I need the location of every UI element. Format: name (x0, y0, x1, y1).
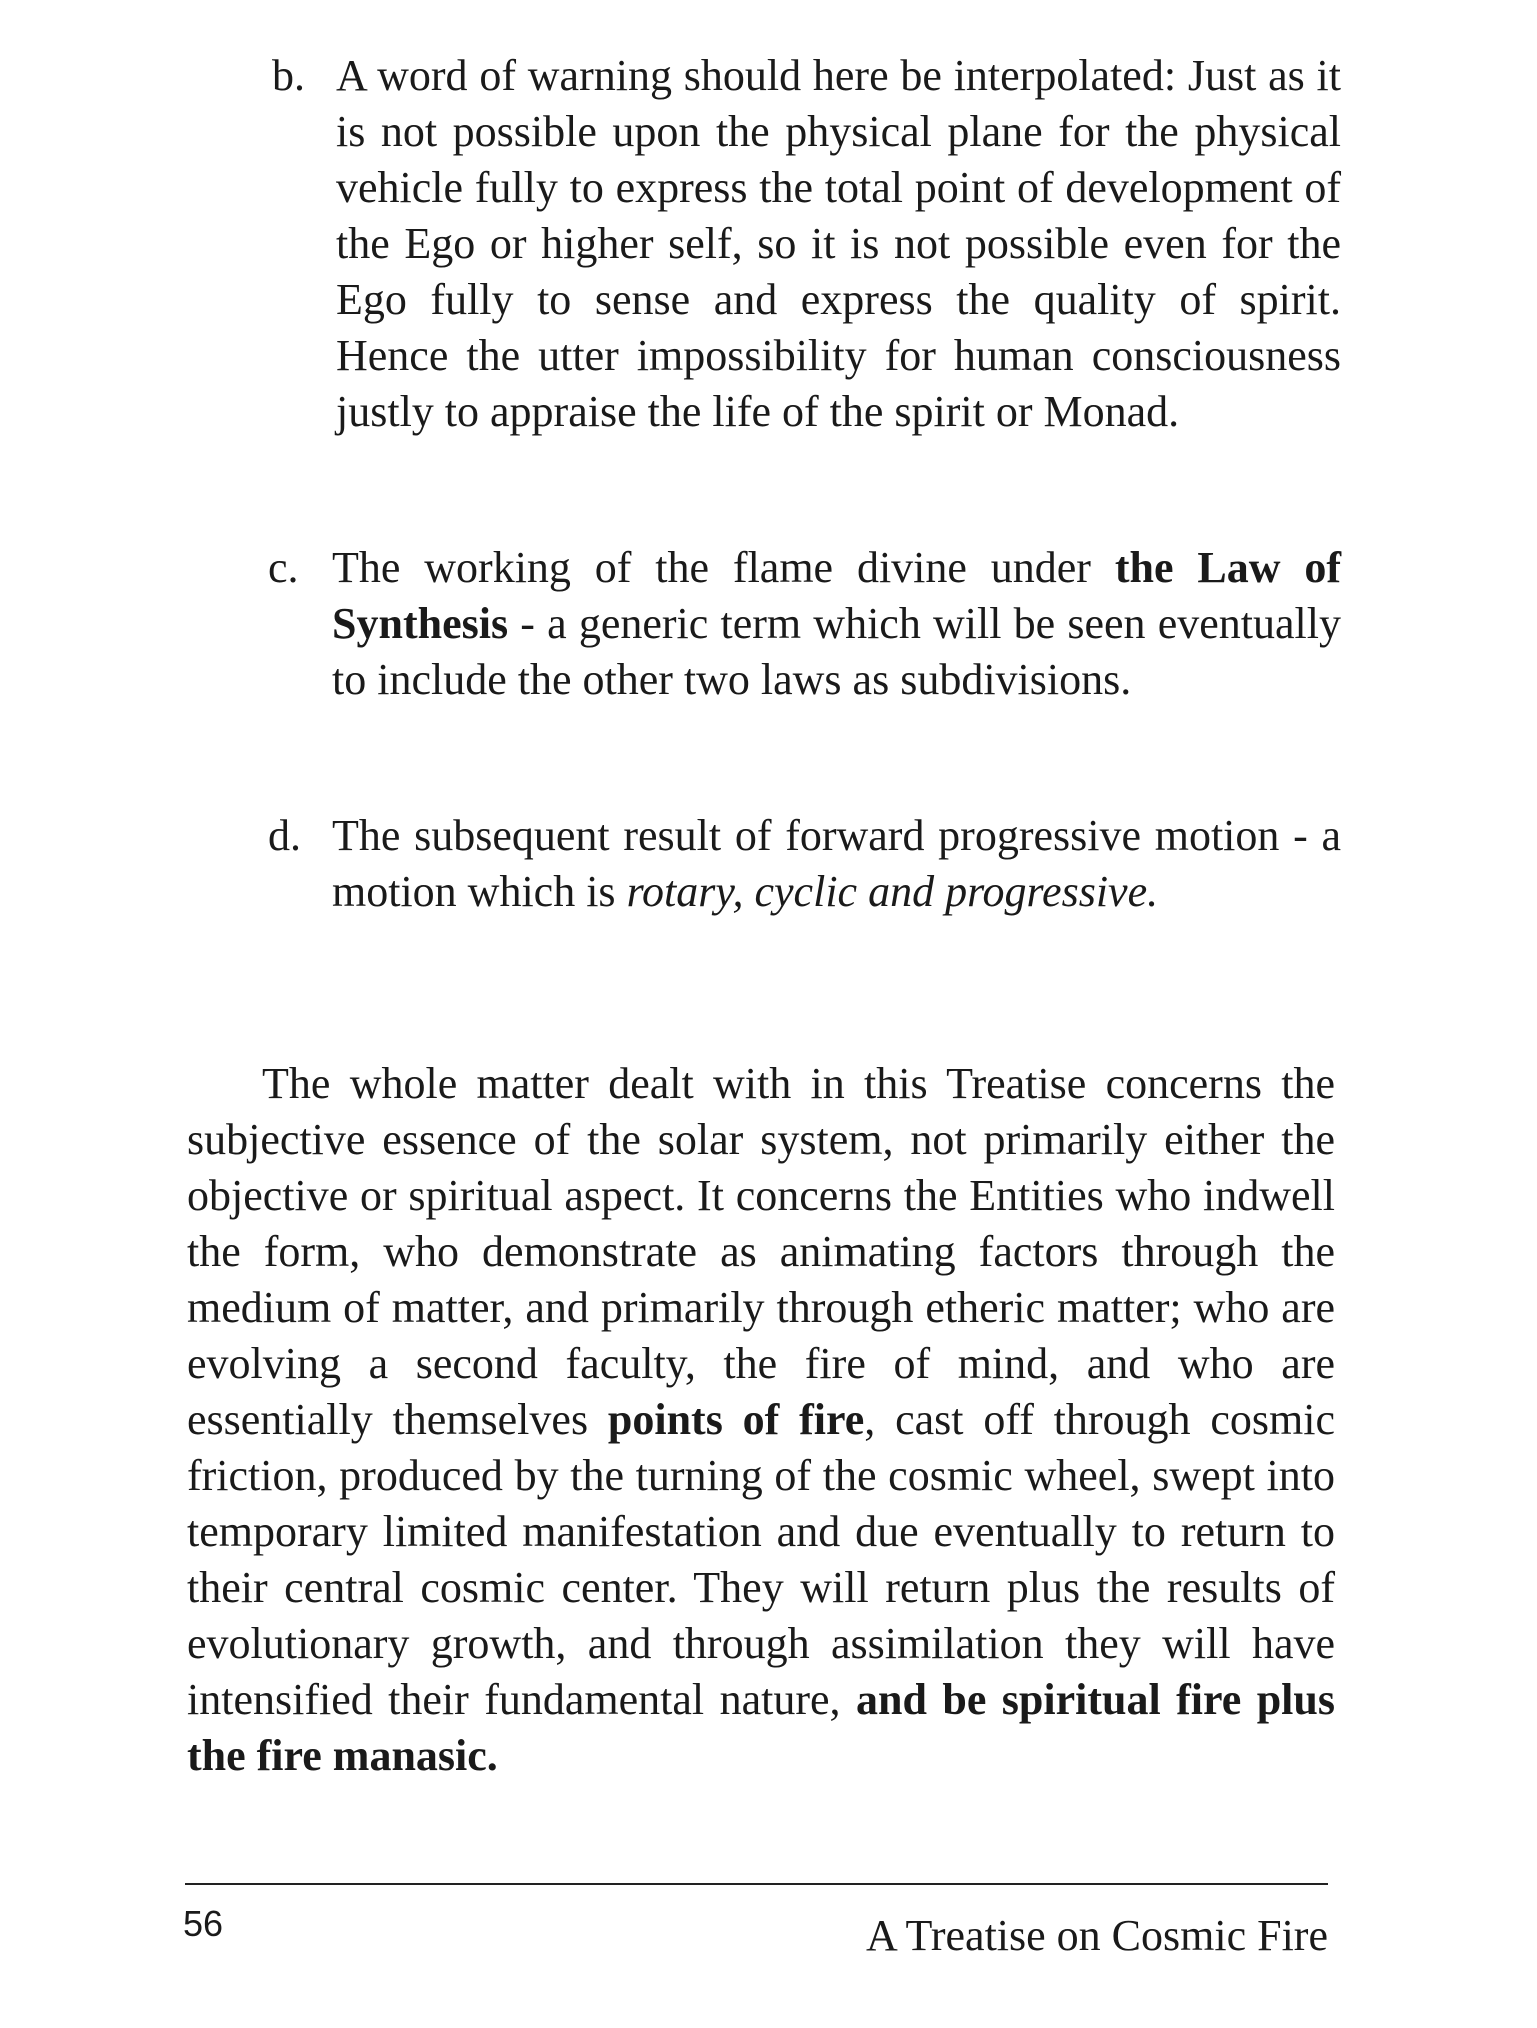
list-item-d (268, 808, 1341, 920)
law-of-synthesis-term: the Law of Synthesis (332, 543, 1341, 648)
running-title: A Treatise on Cosmic Fire (865, 1911, 1328, 1960)
points-of-fire-term: points of fire (607, 1395, 865, 1444)
list-item-b-text: A word of warning should here be interpolated: Just as it is not possible upon the physical plane for the physical vehicle fully to express the total point of development of the Ego or higher self, so it is not possible even for the Ego fully to sense and express the quality of spirit. Hence the utter impossibility for human consciousness justly to appraise the life of the spirit or Monad. (336, 51, 1341, 436)
list-item-d-text-before: The subsequent result of forward progressive motion - a motion which is (332, 811, 1341, 916)
page-number: 56 (183, 1903, 224, 1944)
list-marker-b: b. (272, 51, 305, 100)
list-marker-c: c. (268, 543, 299, 592)
body-paragraph (187, 1056, 1335, 1784)
list-marker-d: d. (268, 811, 301, 860)
paragraph-part-2: , cast off through cosmic friction, produced by the turning of the cosmic wheel, swept into temporary limited manifestation and due eventually to return to their central cosmic center. They will return plus the results of evolutionary growth, and through assimilation they will have intensified their fundamental nature, (187, 1395, 1335, 1724)
paragraph-closing-bold: and be spiritual fire plus the fire manasic. (187, 1675, 1336, 1780)
paragraph-part-1: The whole matter dealt with in this Treatise concerns the subjective essence of the solar system, not primarily either the objective or spiritual aspect. It concerns the Entities who indwell the form, who demonstrate as animating factors through the medium of matter, and primarily through etheric matter; who are evolving a second faculty, the fire of mind, and who are essentially themselves (187, 1059, 1335, 1444)
list-item-c-text-before: The working of the flame divine under (332, 543, 1115, 592)
list-item-c-text-after: - a generic term which will be seen eventually to include the other two laws as subdivisions. (332, 599, 1341, 704)
list-item-b (272, 48, 1341, 440)
list-item-c (268, 540, 1341, 708)
list-item-d-italic: rotary, cyclic and progressive. (626, 867, 1159, 916)
footer-divider (185, 1883, 1328, 1885)
